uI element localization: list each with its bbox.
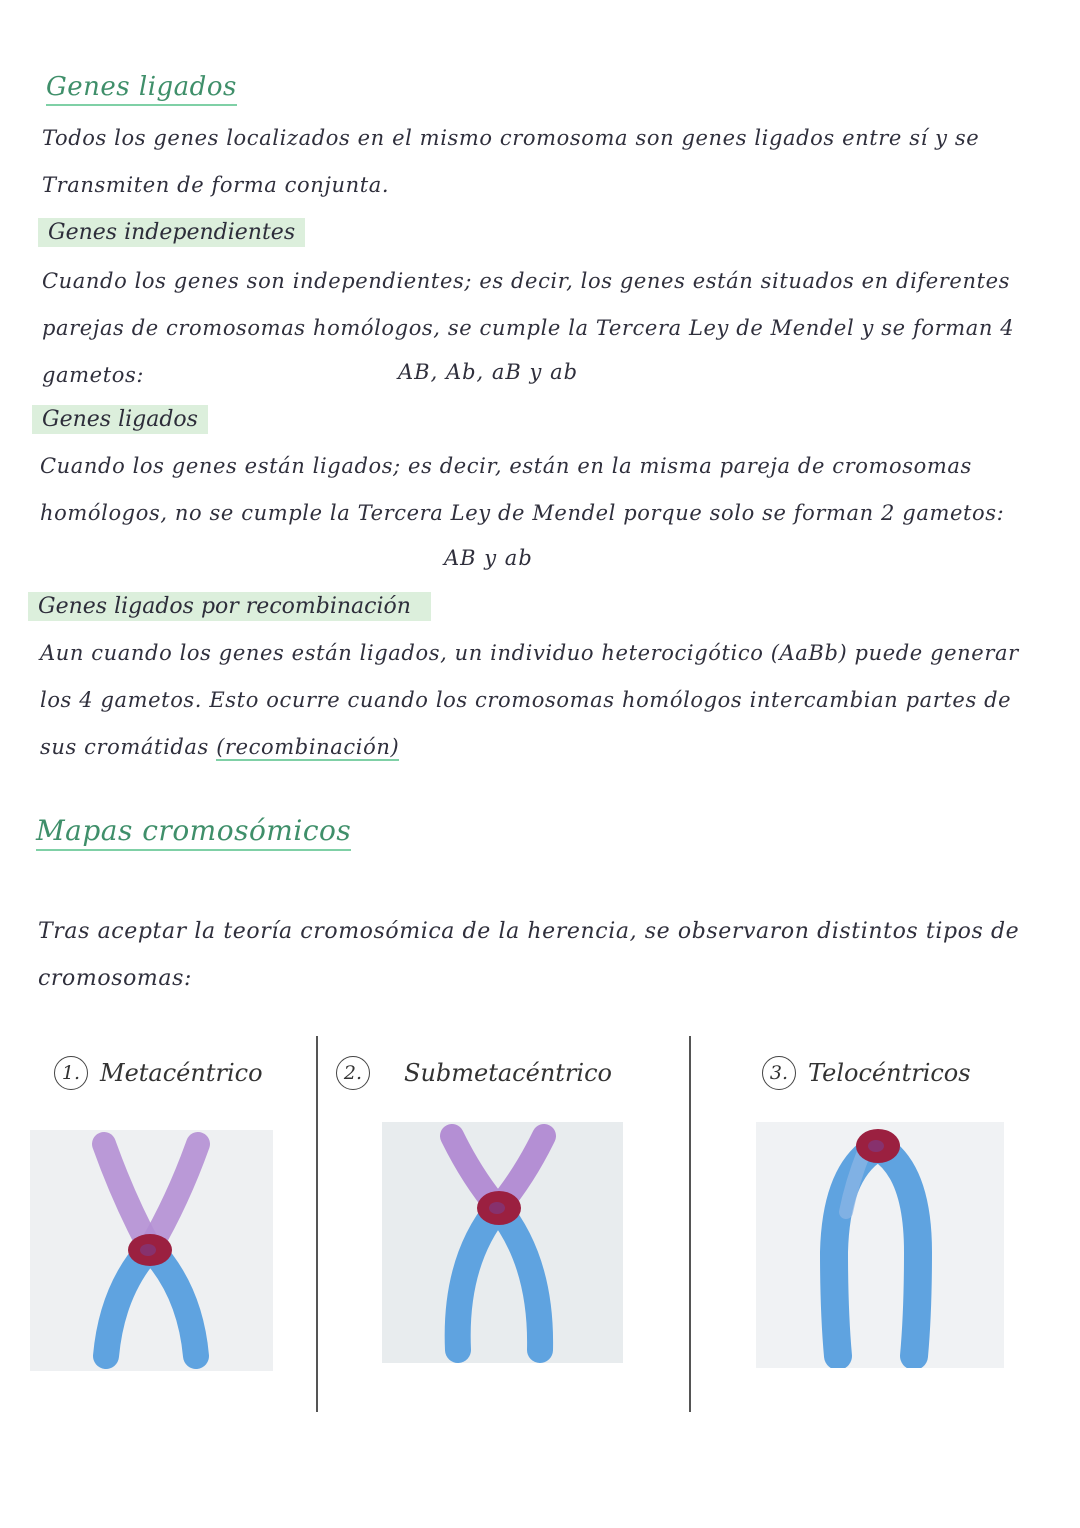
number-badge-3: 3. <box>762 1056 796 1090</box>
subheading-genes-independientes: Genes independientes <box>38 218 305 247</box>
column-divider-1 <box>316 1036 318 1412</box>
telocentric-chromosome-image <box>756 1122 1004 1368</box>
submetacentric-chromosome-image <box>382 1122 623 1363</box>
type-text-3: Telocéntricos <box>808 1059 971 1087</box>
metacentric-chromosome-image <box>30 1130 273 1371</box>
independent-gametes: AB, Ab, aB y ab <box>398 360 579 384</box>
type-text-2: Submetacéntrico <box>404 1059 612 1087</box>
number-badge-2: 2. <box>336 1056 370 1090</box>
subheading-genes-ligados: Genes ligados <box>32 405 208 434</box>
recombination-term: (recombinación) <box>216 735 400 759</box>
independent-paragraph: Cuando los genes son independientes; es decir, los genes están situados en diferentes parejas de cromosomas homólogos, se cumple la Tercera Ley de Mendel y se forman 4 gametos: <box>42 269 1015 387</box>
maps-intro: Tras aceptar la teoría cromosómica de la herencia, se observaron distintos tipos de cromosomas: <box>38 919 1020 991</box>
linked-gametes: AB y ab <box>444 546 533 570</box>
intro-paragraph: Todos los genes localizados en el mismo cromosoma son genes ligados entre sí y se Transmiten de forma conjunta. <box>42 126 980 197</box>
type-text-1: Metacéntrico <box>100 1059 263 1087</box>
type-label-metacentrico <box>54 1056 263 1090</box>
recombination-paragraph <box>40 630 1040 771</box>
number-badge-1: 1. <box>54 1056 88 1090</box>
recombination-body: Aun cuando los genes están ligados, un individuo heterocigótico (AaBb) puede generar los 4 gametos. Esto ocurre cuando los cromosomas homólogos intercambian partes de sus cromátidas <box>40 641 1019 759</box>
section-title-genes-ligados: Genes ligados <box>46 72 237 106</box>
section-title-mapas: Mapas cromosómicos <box>36 814 351 851</box>
subheading-recombinacion: Genes ligados por recombinación <box>28 592 431 621</box>
type-label-submetacentrico <box>336 1056 612 1090</box>
column-divider-2 <box>689 1036 691 1412</box>
type-label-telocentrico <box>762 1056 971 1090</box>
linked-paragraph: Cuando los genes están ligados; es decir, están en la misma pareja de cromosomas homólogos, no se cumple la Tercera Ley de Mendel porque solo se forman 2 gametos: <box>40 454 1005 525</box>
